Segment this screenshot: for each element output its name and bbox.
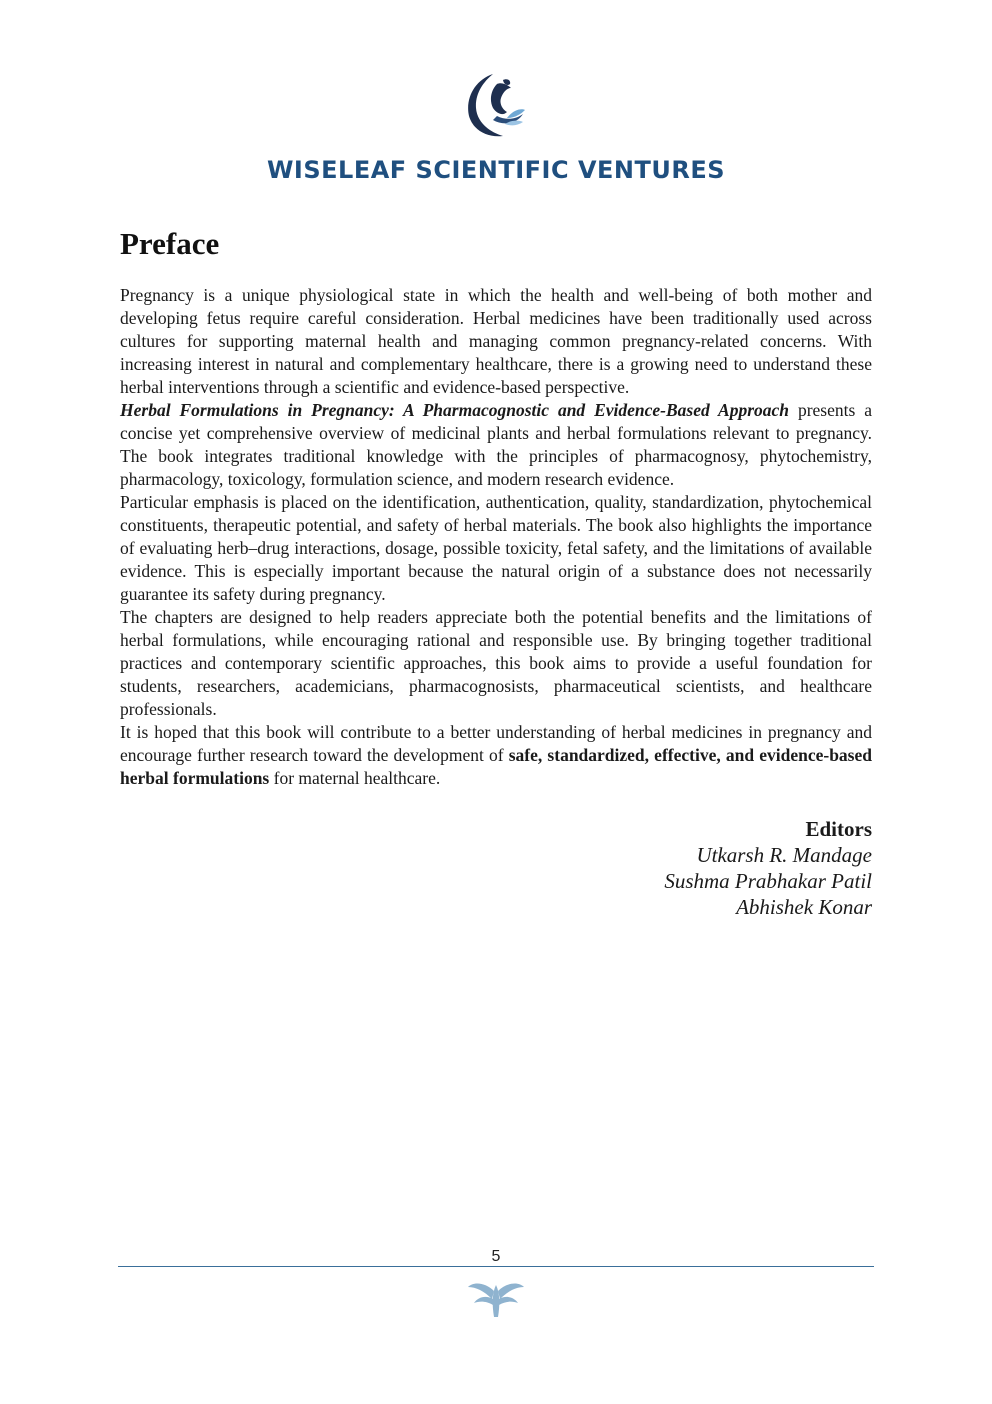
page-header [0, 70, 992, 184]
editor-name: Sushma Prabhakar Patil [664, 869, 872, 893]
wiseleaf-logo-icon [463, 70, 529, 140]
editor-name: Utkarsh R. Mandage [696, 843, 872, 867]
conclusion-text-start: It is hoped that this book will contribute to a better understanding of herbal medicines in pregnancy and encourage further research toward the development of [120, 722, 872, 765]
book-title: Herbal Formulations in Pregnancy: A Pharmacognostic and Evidence-Based Approach [120, 400, 790, 420]
publisher-name: WISELEAF SCIENTIFIC VENTURES [266, 156, 726, 184]
paragraph-emphasis: Particular emphasis is placed on the identification, authentication, quality, standardization, phytochemical constituents, therapeutic potential, and safety of herbal materials. The book also highlights the importance of evaluating herb–drug interactions, dosage, possible toxicity, fetal safety, and the limitations of available evidence. This is especially important because the natural origin of a substance does not necessarily guarantee its safety during pregnancy. [120, 492, 872, 604]
footer-divider [118, 1266, 874, 1267]
page-title: Preface [120, 226, 220, 261]
conclusion-text-end: for maternal healthcare. [269, 768, 441, 788]
preface-content [120, 226, 872, 920]
paragraph-chapters: The chapters are designed to help readers appreciate both the potential benefits and the limitations of herbal formulations, while encouraging rational and responsible use. By bringing together traditional practices and contemporary scientific approaches, this book aims to provide a useful foundation for students, researchers, academicians, pharmacognosists, pharmaceutical scientists, and healthcare professionals. [120, 607, 872, 719]
paragraph-book-overview [120, 399, 872, 491]
leaf-ornament-icon [466, 1277, 526, 1321]
editors-block [120, 816, 872, 920]
paragraph-intro: Pregnancy is a unique physiological state in which the health and well-being of both mother and developing fetus require careful consideration. Herbal medicines have been traditionally used across cultures for supporting maternal health and managing common pregnancy-related concerns. With increasing interest in natural and complementary healthcare, there is a growing need to understand these herbal interventions through a scientific and evidence-based perspective. [120, 285, 872, 397]
editor-name: Abhishek Konar [736, 895, 872, 919]
page-number: 5 [491, 1248, 501, 1265]
conclusion-emphasis: safe, standardized, effective, and evidence-based herbal formulations [120, 745, 872, 788]
paragraph-conclusion [120, 721, 872, 790]
editors-label: Editors [805, 817, 872, 841]
paragraph-book-overview-text: presents a concise yet comprehensive overview of medicinal plants and herbal formulations relevant to pregnancy. The book integrates traditional knowledge with the principles of pharmacognosy, phytochemistry, pharmacology, toxicology, formulation science, and modern research evidence. [120, 400, 872, 489]
